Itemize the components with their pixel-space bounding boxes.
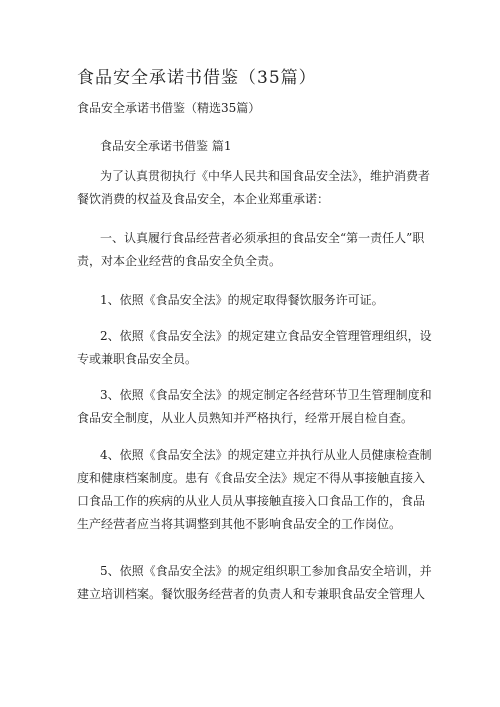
- section-heading: 食品安全承诺书借鉴 篇1: [100, 139, 232, 153]
- paragraph-item-1-3: 3、依照《食品安全法》的规定制定各经营环节卫生管理制度和食品安全制度，从业人员熟知并严格执行，经常开展自检自查。: [77, 388, 432, 425]
- paragraph-item-1-5: 5、依照《食品安全法》的规定组织职工参加食品安全培训，并建立培训档案。餐饮服务经营者的负责人和专兼职食品安全管理人: [77, 564, 432, 601]
- paragraph-item-1: 一、认真履行食品经营者必须承担的食品安全“第一责任人”职责，对本企业经营的食品安全负全责。: [77, 231, 425, 268]
- document-subtitle: 食品安全承诺书借鉴（精选35篇）: [77, 101, 261, 115]
- paragraph-intro: 为了认真贯彻执行《中华人民共和国食品安全法》，维护消费者餐饮消费的权益及食品安全，本企业郑重承诺：: [77, 169, 431, 206]
- paragraph-item-1-1: 1、依照《食品安全法》的规定取得餐饮服务许可证。: [100, 293, 384, 307]
- paragraph-item-1-4: 4、依照《食品安全法》的规定建立并执行从业人员健康检查制度和健康档案制度。患有《食品安全法》规定不得从事接触直接入口食品工作的疾病的从业人员从事接触直接入口食品工作的，食品生产经营者应当将其调整到其他不影响食品安全的工作岗位。: [77, 448, 432, 531]
- document-title: 食品安全承诺书借鉴（35篇）: [77, 68, 317, 88]
- paragraph-item-1-2: 2、依照《食品安全法》的规定建立食品安全管理管理组织，设专或兼职食品安全员。: [77, 329, 432, 366]
